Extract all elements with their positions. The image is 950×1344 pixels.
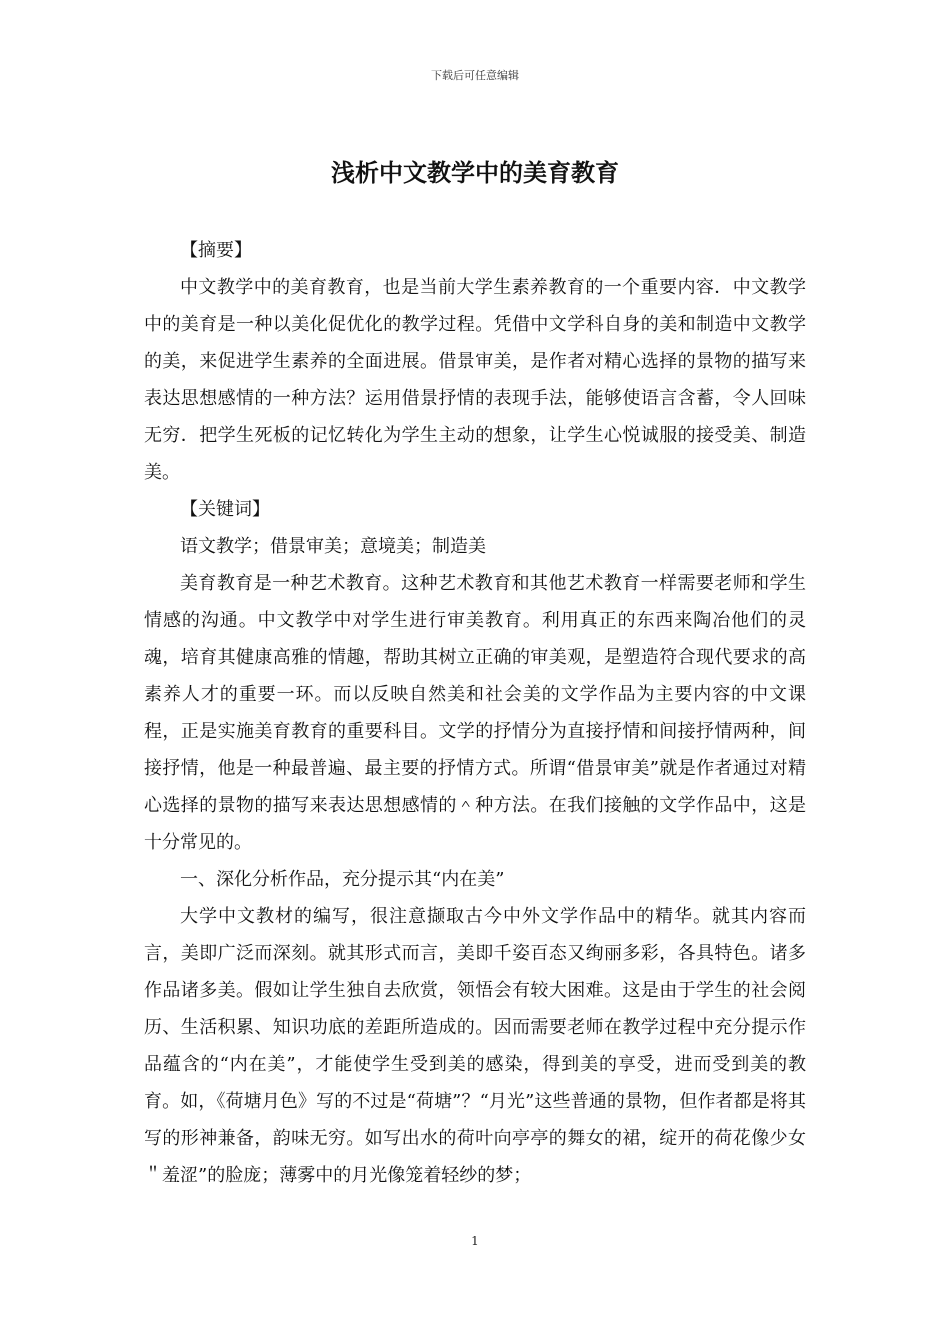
paragraph-2: 大学中文教材的编写，很注意撷取古今中外文学作品中的精华。就其内容而言，美即广泛而深刻。就其形式而言，美即千姿百态又绚丽多彩，各具特色。诸多作品诸多美。假如让学生独自去欣赏，领悟会有较大困难。这是由于学生的社会阅历、生活积累、知识功底的差距所造成的。因而需要老师在教学过程中充分提示作品蕴含的“内在美”，才能使学生受到美的感染，得到美的享受，进而受到美的教育。如，《荷塘月色》写的不过是“荷塘”？“月光”这些普通的景物，但作者都是将其写的形神兼备，韵味无穷。如写出水的荷叶向亭亭的舞女的裙，绽开的荷花像少女＂羞涩”的脸庞；薄雾中的月光像笼着轻纱的梦；	[144, 906, 806, 1186]
document-body	[144, 232, 806, 1194]
page-title: 浅析中文教学中的美育教育	[331, 159, 619, 187]
abstract-text: 中文教学中的美育教育，也是当前大学生素养教育的一个重要内容．中文教学中的美育是一种以美化促优化的教学过程。凭借中文学科自身的美和制造中文教学的美，来促进学生素养的全面进展。借景审美，是作者对精心选择的景物的描写来表达思想感情的一种方法？运用借景抒情的表现手法，能够使语言含蓄，令人回味无穷．把学生死板的记忆转化为学生主动的想象，让学生心悦诚服的接受美、制造美。	[144, 277, 806, 483]
paragraph-1: 美育教育是一种艺术教育。这种艺术教育和其他艺术教育一样需要老师和学生情感的沟通。中文教学中对学生进行审美教育。利用真正的东西来陶冶他们的灵魂，培育其健康高雅的情趣，帮助其树立正确的审美观，是塑造符合现代要求的高素养人才的重要一环。而以反映自然美和社会美的文学作品为主要内容的中文课程，正是实施美育教育的重要科目。文学的抒情分为直接抒情和间接抒情两种，间接抒情，他是一种最普遍、最主要的抒情方式。所谓“借景审美”就是作者通过对精心选择的景物的描写来表达思想感情的＾种方法。在我们接触的文学作品中，这是十分常见的。	[144, 573, 806, 853]
header-note: 下载后可任意编辑	[431, 69, 519, 82]
abstract-heading: 【摘要】	[180, 240, 252, 261]
keywords-heading: 【关键词】	[180, 499, 270, 520]
section-1-heading: 一、深化分析作品，充分提示其“内在美”	[180, 869, 505, 890]
keywords-text: 语文教学；借景审美；意境美；制造美	[180, 536, 486, 557]
page-number: 1	[471, 1234, 479, 1248]
